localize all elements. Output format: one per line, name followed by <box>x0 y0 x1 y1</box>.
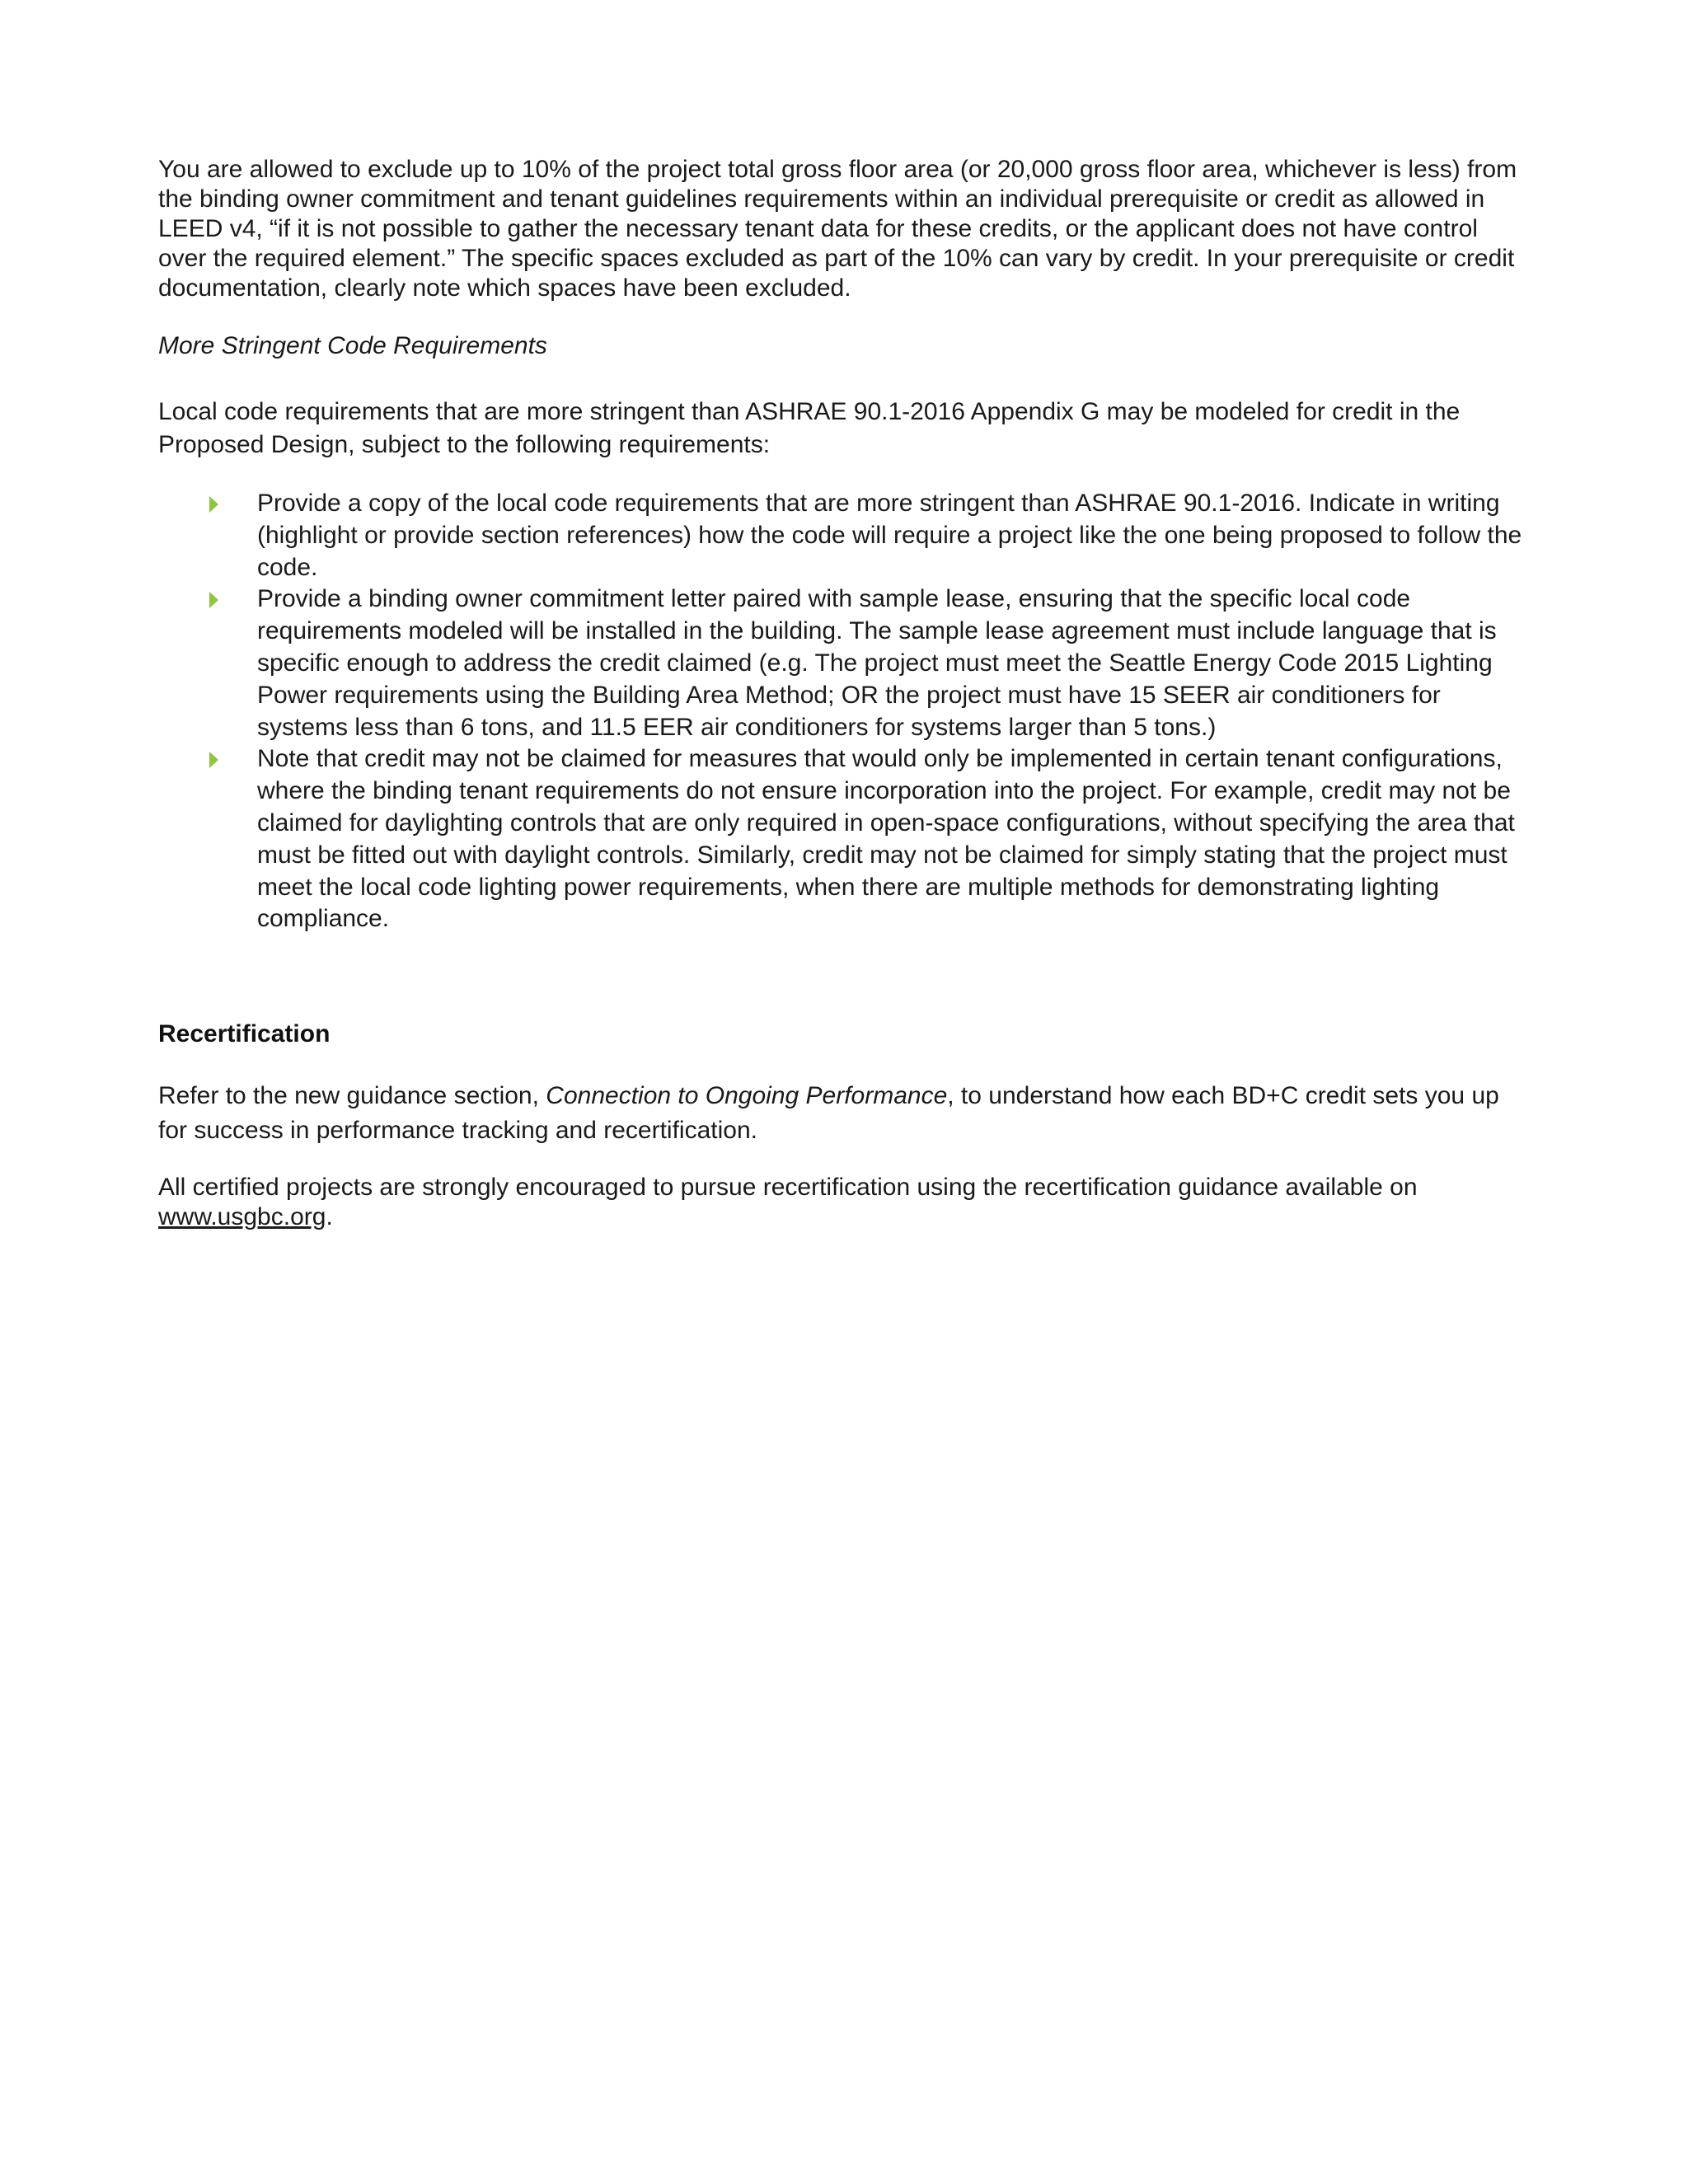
list-item <box>257 488 1526 583</box>
list-item-text: Provide a binding owner commitment letter paired with sample lease, ensuring that the specific local code requirements modeled will be installed in the building. The sample lease agreement must include language that is specific enough to address the credit claimed (e.g. The project must meet the Seattle Energy Code 2015 Lighting Power requirements using the Building Area Method; OR the project must have 15 SEER air conditioners for systems less than 6 tons, and 11.5 EER air conditioners for systems larger than 5 tons.) <box>257 585 1497 741</box>
exclusion-paragraph: You are allowed to exclude up to 10% of the project total gross floor area (or 20,000 gross floor area, whichever is less) from the binding owner commitment and tenant guidelines requirements within an individual prerequisite or credit as allowed in LEED v4, “if it is not possible to gather the necessary tenant data for these credits, or the applicant does not have control over the required element.” The specific spaces excluded as part of the 10% can vary by credit. In your prerequisite or credit documentation, clearly note which spaces have been excluded. <box>158 156 1517 302</box>
green-arrow-bullet-icon <box>209 496 218 513</box>
encourage-text: All certified projects are strongly encouraged to pursue recertification using the recertification guidance available on <box>158 1174 1418 1202</box>
stringent-code-subheading: More Stringent Code Requirements <box>158 332 547 359</box>
green-arrow-bullet-icon <box>209 592 218 608</box>
requirements-list <box>158 488 1526 935</box>
list-item-text: Provide a copy of the local code requirements that are more stringent than ASHRAE 90.1-2016. Indicate in writing (highlight or provide section references) how the code will require a project like the one being proposed to follow the code. <box>257 490 1522 581</box>
refer-prefix: Refer to the new guidance section, <box>158 1082 546 1110</box>
refer-suffix: , to understand how each BD+C credit sets you up for success in performance tracking and recertification. <box>158 1082 1499 1145</box>
recertification-encourage-paragraph <box>158 1173 1526 1232</box>
recertification-refer-paragraph <box>158 1079 1526 1148</box>
green-arrow-bullet-icon <box>209 752 218 768</box>
list-item <box>257 743 1526 935</box>
code-intro-paragraph: Local code requirements that are more stringent than ASHRAE 90.1-2016 Appendix G may be modeled for credit in the Proposed Design, subject to the following requirements: <box>158 398 1461 458</box>
list-item <box>257 583 1526 743</box>
closing-period: . <box>326 1203 333 1231</box>
list-item-text: Note that credit may not be claimed for measures that would only be implemented in certain tenant configurations, where the binding tenant requirements do not ensure incorporation into the project. For example, credit may not be claimed for daylighting controls that are only required in open-space configurations, without specifying the area that must be fitted out with daylight controls. Similarly, credit may not be claimed for simply stating that the project must meet the local code lighting power requirements, when there are multiple methods for demonstrating lighting compliance. <box>257 745 1515 933</box>
recertification-heading: Recertification <box>158 1020 331 1048</box>
usgbc-link[interactable]: www.usgbc.org <box>158 1203 326 1231</box>
guidance-section-title: Connection to Ongoing Performance <box>546 1082 948 1110</box>
document-page <box>158 155 1526 1232</box>
